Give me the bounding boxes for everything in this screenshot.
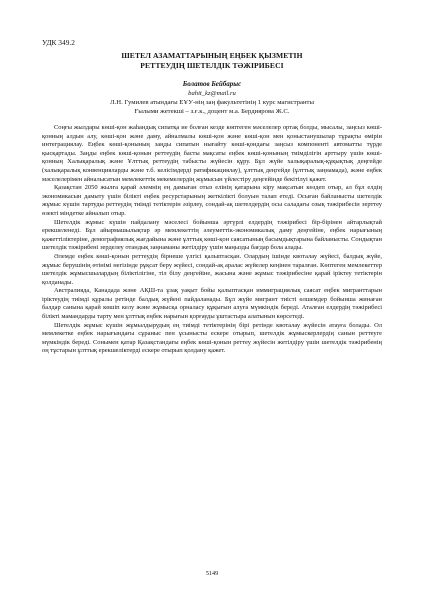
body-paragraph: Шетелдік жұмыс күшін пайдалану мәселесі бойынша әртүрлі елдердің тәжірибесі бір-бірінен айтарлықтай ерекшеленеді. Бұл айырмашылықтар әр мемлекеттің әлеуметтік-экономикалық даму деңгейіне, еңбек нарығының қажеттіліктеріне, демографиялық жағдайына және ұлттық көші-қон саясатының басымдықтарына байланысты. Сондықтан шетелдік тәжірибені зерделеу отандық заңнаманы жетілдіру үшін маңызды бағдар бола алады. [42, 218, 382, 252]
page-number: 5149 [205, 570, 219, 577]
body-paragraph: Соңғы жылдары көші-қон жаһандық сипатқа ие болған кезде көптеген мәселелер ортақ болды, мысалы, заңсыз көші-қонның алдын алу, көші-қон және даму, айналмалы көші-қон және көші-қон мен қоныстанушылар тұрақты өмірін интеграциялау. Еңбек көші-қонының заңды сипатын нығайту көші-қондағы заңсыз компоненті автоматты түрде қысқартады. Заңды еңбек көші-қонын реттеудің басты мақсаты еңбек көші-қонының тиімділігін арттыру үшін көші-қонның Халықаралық және Ұлттық реттеудің табысты жүйесін құру. Бұл жүйе халықаралық-құқықтық деңгейде (халықаралық конвенцияларды және т.б. келісімдерді ратификациялау), ұлттық деңгейде (ұлттық заңнамада), және еңбек мәселелерімен айналысатын мемлекеттік мекемелердің жұмысын үйлестіру деңгейінде бекітілуі қажет. [42, 124, 382, 183]
article-title [40, 51, 384, 71]
body-paragraph: Әлемде еңбек көші-қонын реттеудің бірнеше үлгісі қалыптасқан. Олардың ішінде квоталау жүйесі, балдық жүйе, жұмыс берушінің өтінімі негізінде рұқсат беру жүйесі, сондай-ақ аралас жүйелер кеңінен таралған. Көптеген мемлекеттер шетелдік жұмысшылардың біліктілігіне, тіл білу деңгейіне, жасына және жұмыс тәжірибесіне қарай іріктеу тетіктерін қолданады. [42, 252, 382, 286]
article-title-line-1: ШЕТЕЛ АЗАМАТТАРЫНЫҢ ЕҢБЕК ҚЫЗМЕТІН [121, 51, 303, 60]
body-paragraph: Шетелдік жұмыс күшін жұмылдырудың ең тиімді тетіктерінің бірі ретінде квоталау жүйесін атауға болады. Ол мемлекетке еңбек нарығындағы сұраныс пен ұсынысты ескере отырып, шетелдік жұмыскерлердің санын реттеуге мүмкіндік береді. Сонымен қатар Қазақстандағы еңбек көші-қонын реттеу жүйесін жетілдіру үшін шетелдік тәжірибенің оң тұстарын ұлттық ерекшеліктерді ескере отырып қолдану қажет. [42, 321, 382, 355]
author-name: Болатов Бейбарыс [182, 80, 242, 88]
article-body [42, 124, 382, 356]
author-email[interactable]: bahit_kz@mail.ru [188, 90, 236, 97]
author-affiliation: Л.Н. Гумилев атындағы ЕҰУ-нің заң факультетінің 1 курс магистранты [110, 99, 314, 106]
article-title-line-2: РЕТТЕУДІҢ ШЕТЕЛДІК ТӘЖІРИБЕСІ [140, 61, 284, 70]
body-paragraph: Австралияда, Канадада және АҚШ-та ұзақ уақыт бойы қалыптасқан иммиграциялық саясат еңбек мигранттарын іріктеудің тиімді құралы ретінде балдық жүйені пайдаланады. Бұл жүйе мигрант тиісті өлшемдер бойынша жинаған балдар санына қарай көшіп келу және жұмысқа орналасу құқығын алуға мүмкіндік береді. Аталған елдердің тәжірибесі білікті мамандарды тарту мен ұлттық еңбек нарығын қорғауды ұштастыра алатынын көрсетеді. [42, 287, 382, 321]
scientific-supervisor: Ғылыми жетекші – з.ғ.к., доцент м.а. Бердиярова Ж.С. [134, 108, 290, 115]
udk-code: УДК 349.2 [42, 38, 75, 47]
body-paragraph: Қазақстан 2050 жылға қарай әлемнің ең дамыған отыз елінің қатарына кіру мақсатын көздеп отыр, ал бұл елдің экономикасын дамыту үшін білікті еңбек ресурстарының жеткілікті болуын талап етеді. Осыған байланысты шетелдік жұмыс күшін тартуды реттеудің тиімді тетіктерін әзірлеу, сондай-ақ шетелдердің осы саладағы озық тәжірибесін зерттеу өзекті міндетке айналып отыр. [42, 184, 382, 217]
